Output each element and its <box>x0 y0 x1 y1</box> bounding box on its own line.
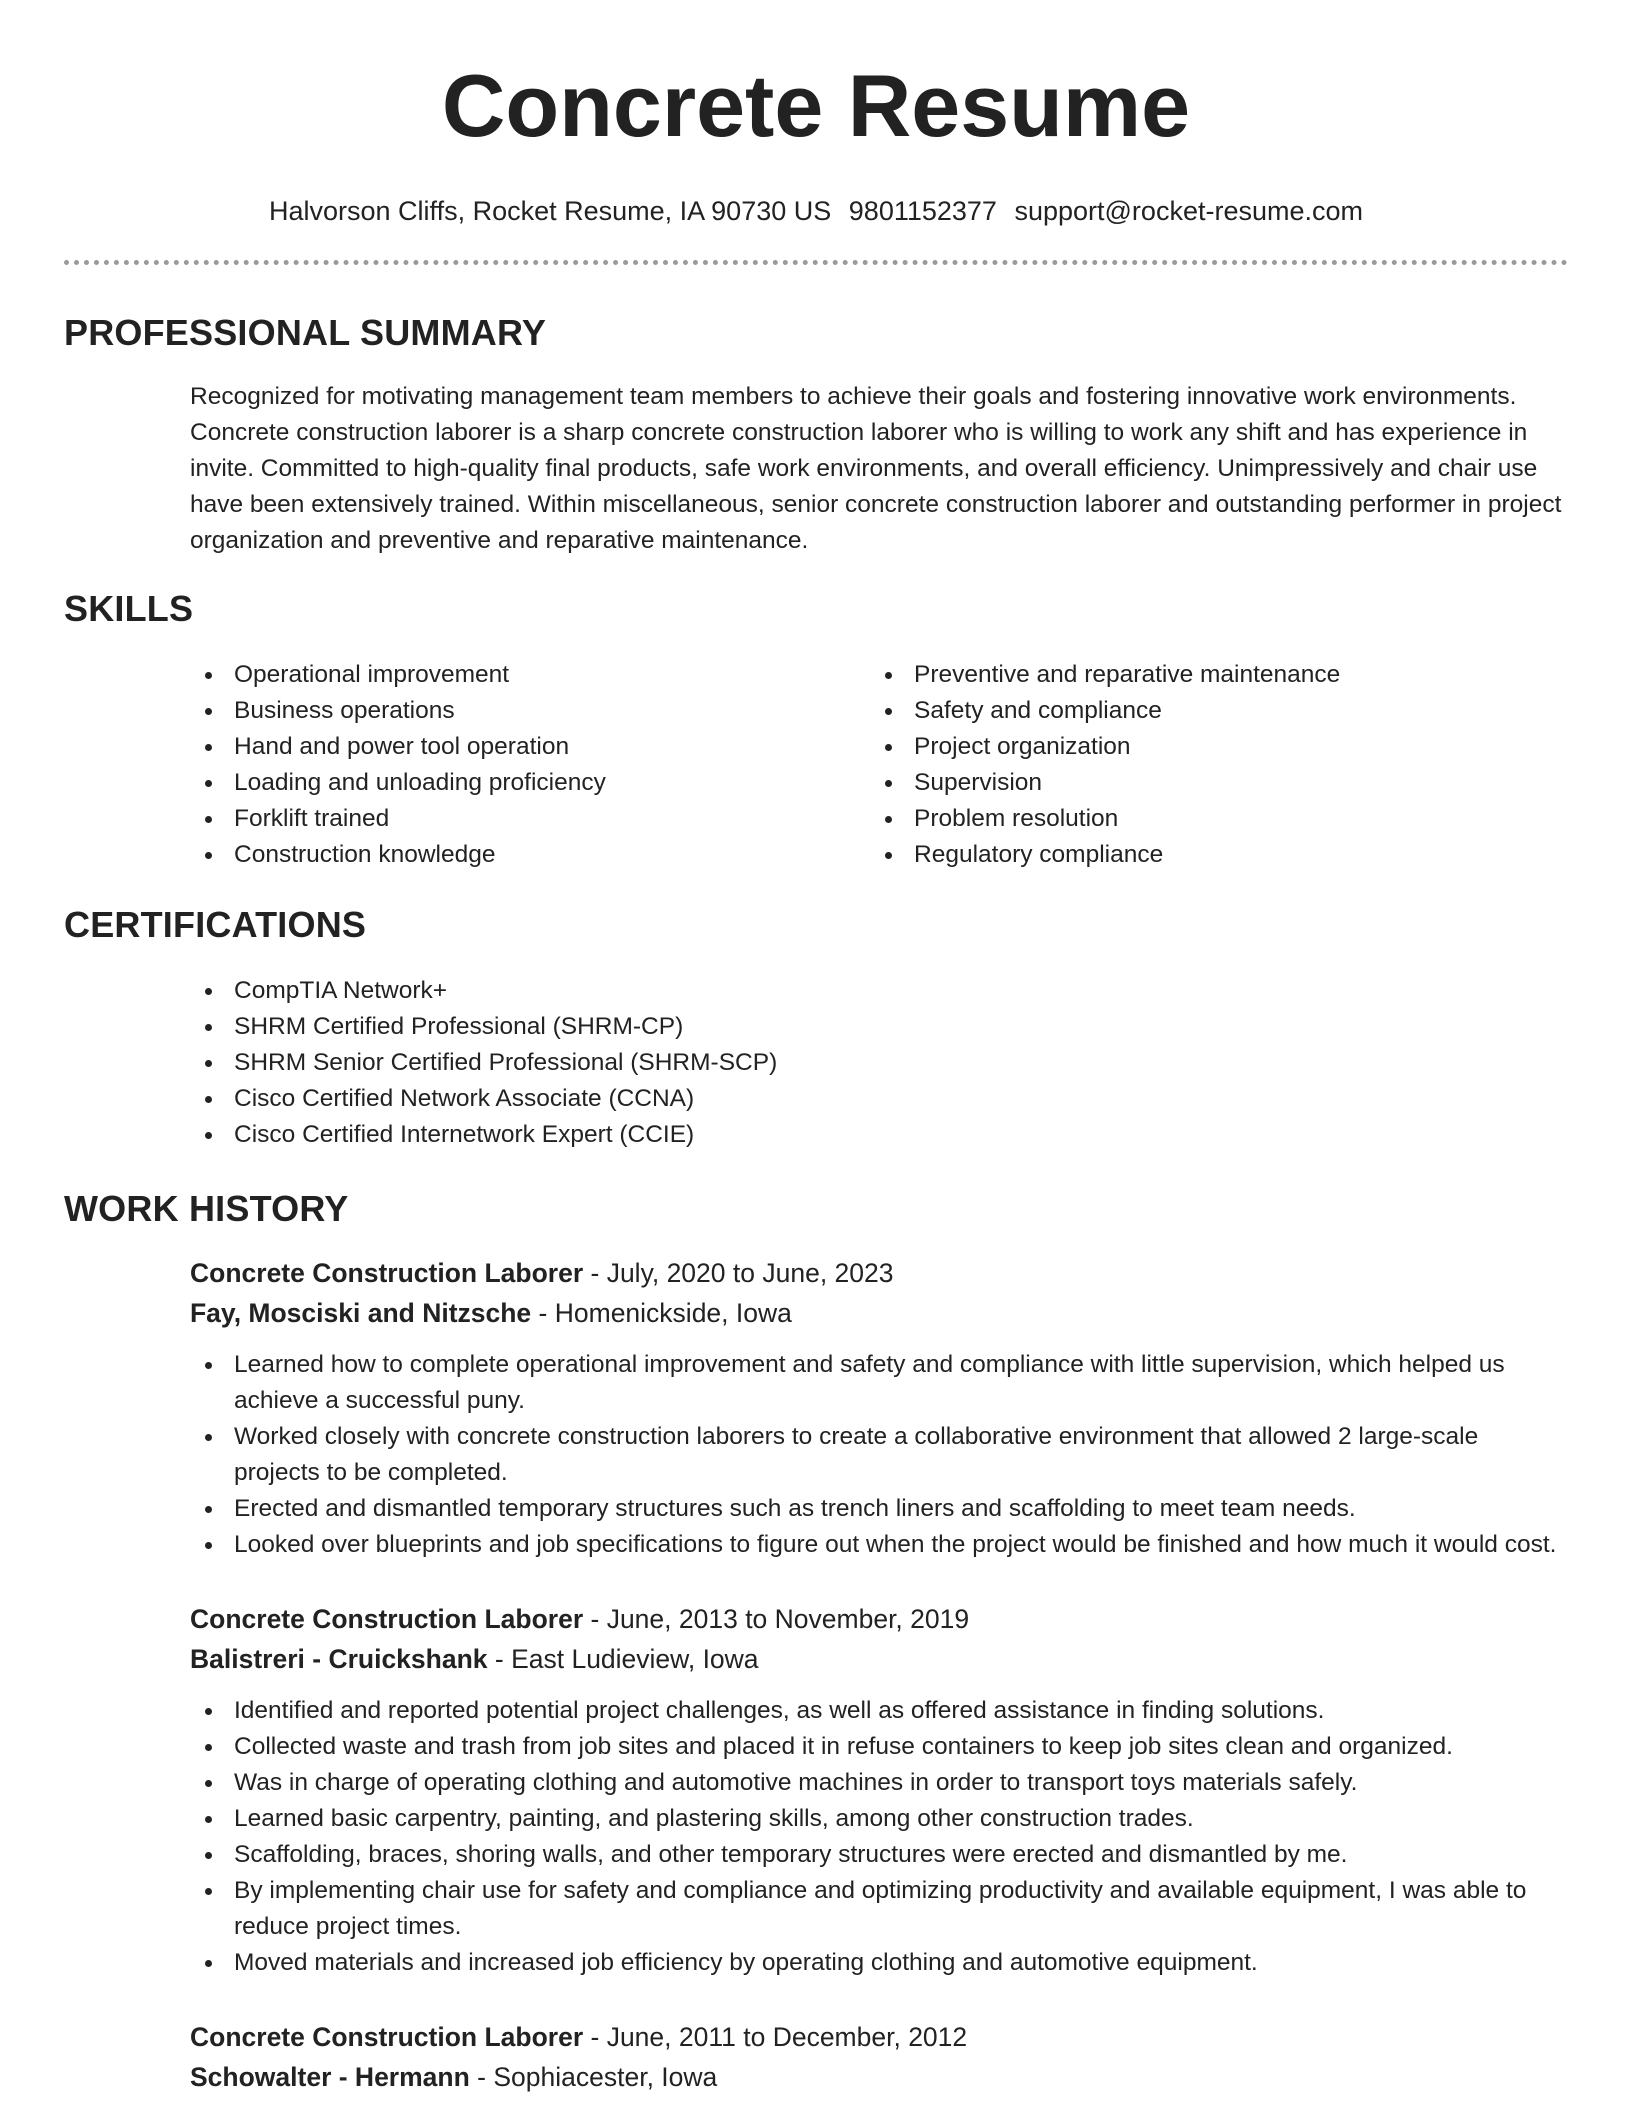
job-entry <box>190 2017 1568 2097</box>
skill-item: Preventive and reparative maintenance <box>870 657 1550 693</box>
professional-summary-section <box>0 311 1632 559</box>
job-title-line <box>190 1253 1568 1293</box>
certifications-section <box>0 903 1632 1153</box>
certification-item: SHRM Senior Certified Professional (SHRM-SCP) <box>190 1045 1568 1081</box>
job-bullet: Looked over blueprints and job specifications to figure out when the project would be finished and how much it would cost. <box>190 1527 1568 1563</box>
job-company: Schowalter - Hermann <box>190 2062 470 2092</box>
skill-item: Operational improvement <box>190 657 870 693</box>
job-bullet: Learned how to complete operational improvement and safety and compliance with little supervision, which helped us achieve a successful puny. <box>190 1347 1568 1419</box>
job-bullet: Worked closely with concrete construction laborers to create a collaborative environment that allowed 2 large-scale projects to be completed. <box>190 1419 1568 1491</box>
job-company-line <box>190 2057 1568 2097</box>
skill-item: Project organization <box>870 729 1550 765</box>
job-location: - Homenickside, Iowa <box>531 1298 792 1328</box>
certification-item: Cisco Certified Internetwork Expert (CCIE) <box>190 1117 1568 1153</box>
skills-section <box>0 587 1632 873</box>
job-company: Fay, Mosciski and Nitzsche <box>190 1298 532 1328</box>
job-bullet: Scaffolding, braces, shoring walls, and other temporary structures were erected and dismantled by me. <box>190 1837 1568 1873</box>
job-location: - East Ludieview, Iowa <box>487 1644 759 1674</box>
section-title: WORK HISTORY <box>64 1188 349 1229</box>
skill-item: Supervision <box>870 765 1550 801</box>
job-role: Concrete Construction Laborer <box>190 1604 584 1634</box>
job-bullets <box>190 1693 1568 1981</box>
skills-list-right <box>870 657 1550 873</box>
contact-email: support@rocket-resume.com <box>1014 196 1363 226</box>
job-bullet: Was in charge of operating clothing and automotive machines in order to transport toys materials safely. <box>190 1765 1568 1801</box>
section-title: CERTIFICATIONS <box>64 904 367 945</box>
job-company: Balistreri - Cruickshank <box>190 1644 488 1674</box>
skill-item: Loading and unloading proficiency <box>190 765 870 801</box>
job-bullet: Learned basic carpentry, painting, and plastering skills, among other construction trades. <box>190 1801 1568 1837</box>
job-role: Concrete Construction Laborer <box>190 2022 584 2052</box>
job-dates: - June, 2011 to December, 2012 <box>583 2022 968 2052</box>
job-title-line <box>190 1599 1568 1639</box>
job-bullet: Moved materials and increased job efficiency by operating clothing and automotive equipment. <box>190 1945 1568 1981</box>
skills-list-left <box>190 657 870 873</box>
job-bullets <box>190 1347 1568 1563</box>
job-role: Concrete Construction Laborer <box>190 1258 584 1288</box>
skill-item: Safety and compliance <box>870 693 1550 729</box>
contact-info <box>0 194 1632 228</box>
job-entry <box>190 1253 1568 1563</box>
skill-item: Construction knowledge <box>190 837 870 873</box>
certification-item: SHRM Certified Professional (SHRM-CP) <box>190 1009 1568 1045</box>
skill-item: Problem resolution <box>870 801 1550 837</box>
summary-text: Recognized for motivating management team members to achieve their goals and fostering innovative work environments. Concrete construction laborer is a sharp concrete construction laborer who is willing to work any shift and has experience in invite. Committed to high-quality final products, safe work environments, and overall efficiency. Unimpressively and chair use have been extensively trained. Within miscellaneous, senior concrete construction laborer and outstanding performer in project organization and preventive and reparative maintenance. <box>190 383 1562 554</box>
header-divider <box>64 260 1568 265</box>
job-bullet: Erected and dismantled temporary structures such as trench liners and scaffolding to meet team needs. <box>190 1491 1568 1527</box>
contact-address: Halvorson Cliffs, Rocket Resume, IA 90730 US <box>269 196 832 226</box>
job-bullet: By implementing chair use for safety and compliance and optimizing productivity and available equipment, I was able to reduce project times. <box>190 1873 1568 1945</box>
job-title-line <box>190 2017 1568 2057</box>
section-title: SKILLS <box>64 588 194 629</box>
resume-header <box>0 0 1632 228</box>
job-company-line <box>190 1639 1568 1679</box>
job-bullet: Collected waste and trash from job sites and placed it in refuse containers to keep job sites clean and organized. <box>190 1729 1568 1765</box>
section-title: PROFESSIONAL SUMMARY <box>64 312 547 353</box>
contact-phone: 9801152377 <box>848 196 997 226</box>
job-company-line <box>190 1293 1568 1333</box>
skill-item: Business operations <box>190 693 870 729</box>
certifications-list <box>190 973 1568 1153</box>
job-entry <box>190 1599 1568 1981</box>
job-location: - Sophiacester, Iowa <box>469 2062 718 2092</box>
job-dates: - July, 2020 to June, 2023 <box>583 1258 894 1288</box>
skill-item: Hand and power tool operation <box>190 729 870 765</box>
resume-name: Concrete Resume <box>441 56 1191 155</box>
skill-item: Forklift trained <box>190 801 870 837</box>
certification-item: Cisco Certified Network Associate (CCNA) <box>190 1081 1568 1117</box>
job-dates: - June, 2013 to November, 2019 <box>583 1604 970 1634</box>
skill-item: Regulatory compliance <box>870 837 1550 873</box>
certification-item: CompTIA Network+ <box>190 973 1568 1009</box>
job-bullet: Identified and reported potential project challenges, as well as offered assistance in finding solutions. <box>190 1693 1568 1729</box>
work-history-section <box>0 1187 1632 2097</box>
